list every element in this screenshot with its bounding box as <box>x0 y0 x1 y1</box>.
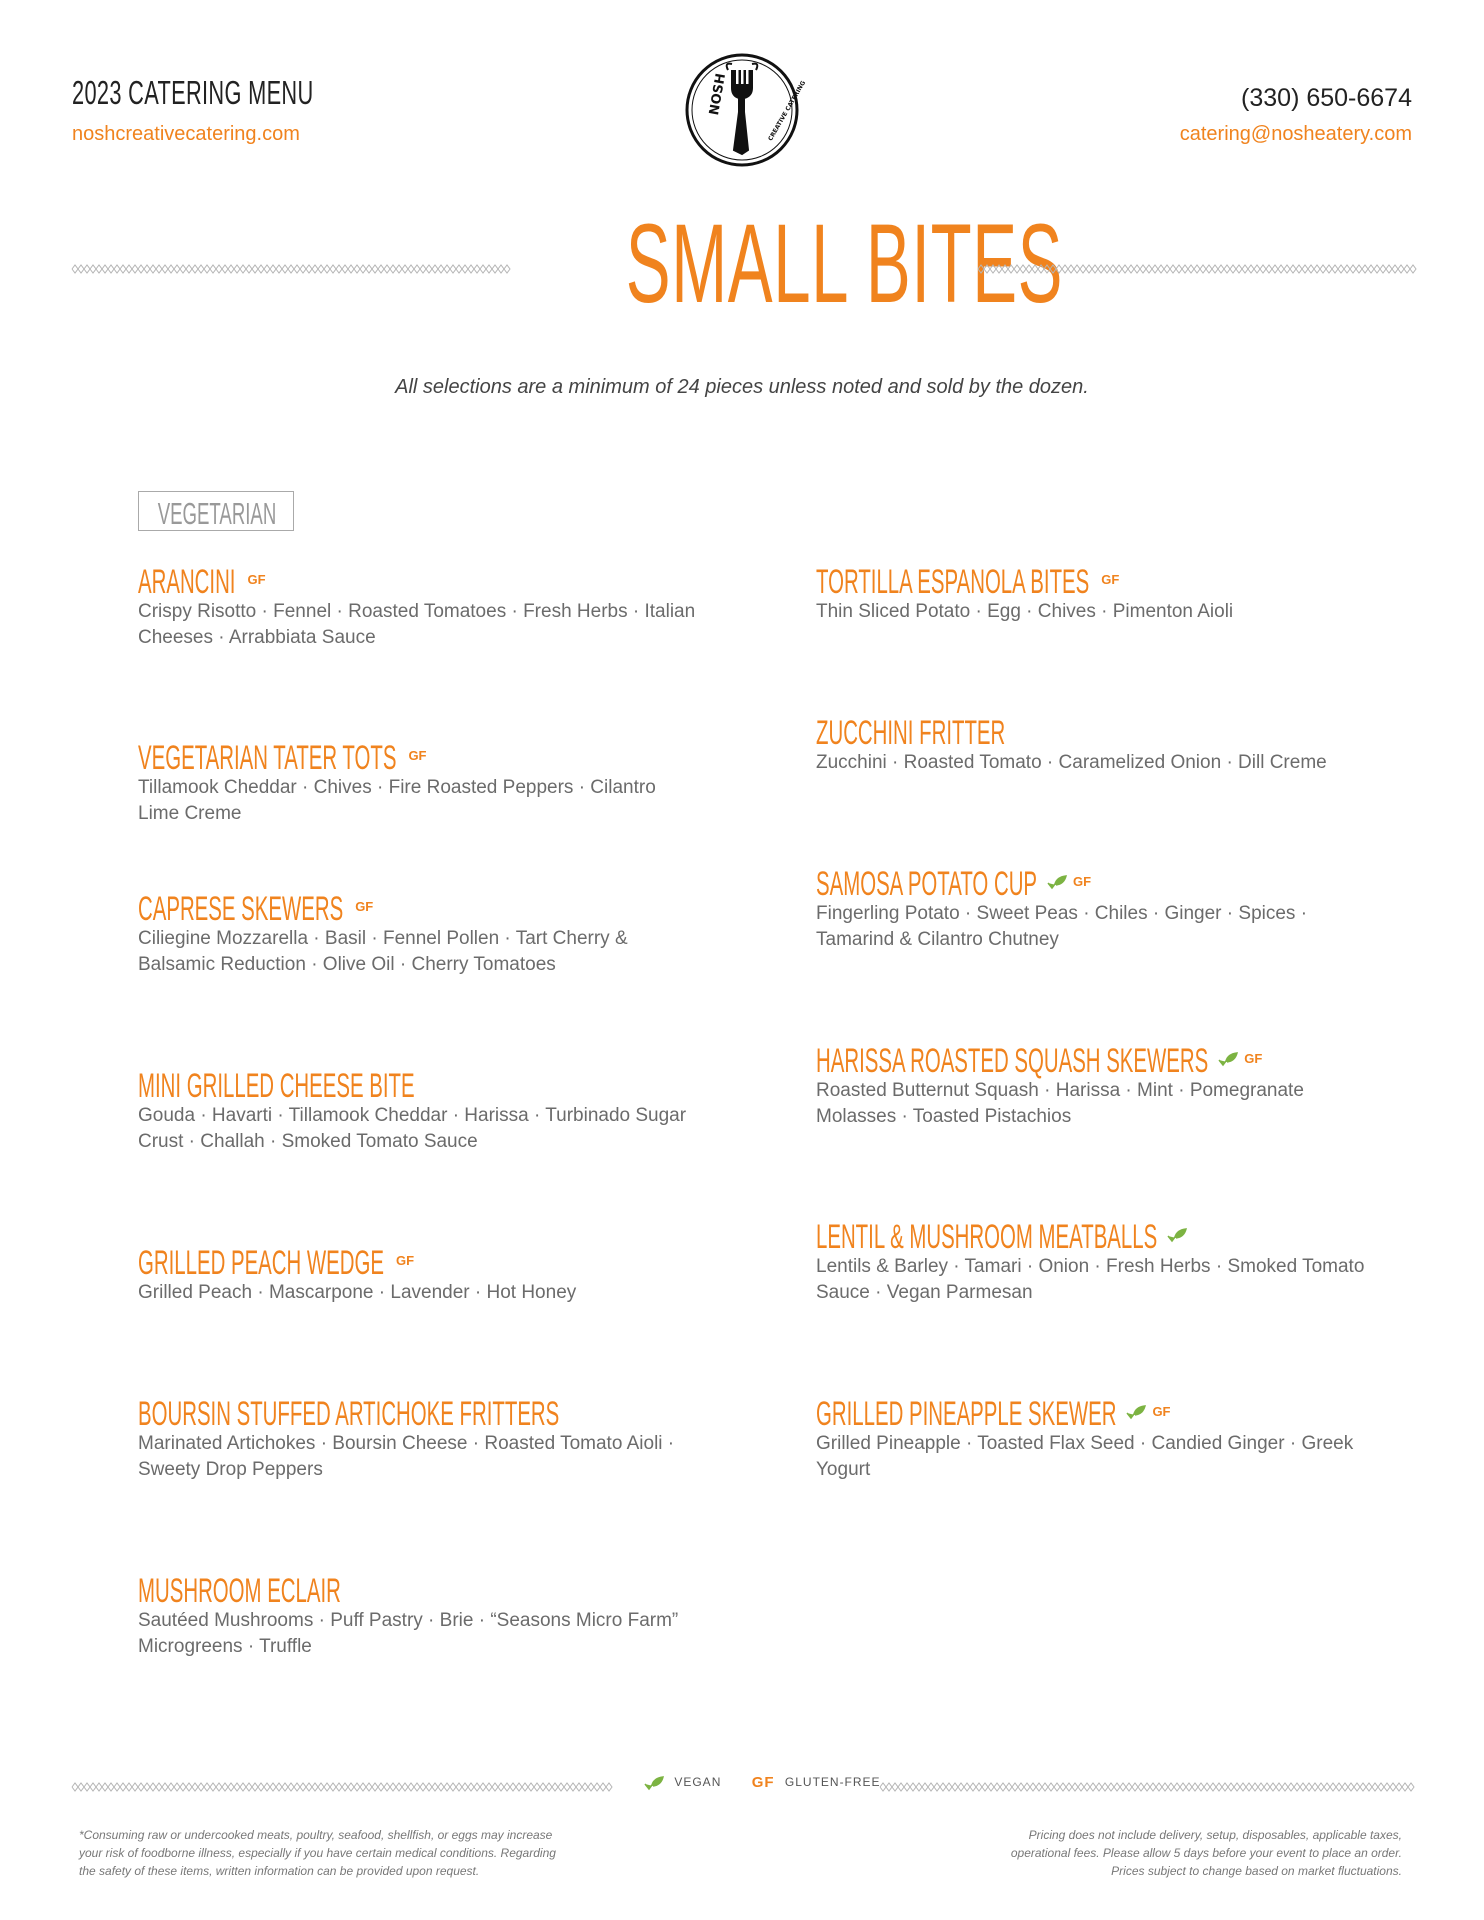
legend-vegan-label: VEGAN <box>674 1774 722 1789</box>
phone-number[interactable]: (330) 650-6674 <box>1241 84 1412 112</box>
page-title: SMALL BITES <box>625 201 1064 326</box>
gluten-free-badge: GF <box>1152 1404 1171 1420</box>
logo-subtext: CREATIVE CATERING <box>767 79 808 143</box>
item-description: Grilled Peach · Mascarpone · Lavender · Hot Honey <box>138 1282 577 1303</box>
website-link[interactable]: noshcreativecatering.com <box>72 123 300 145</box>
menu-item-grilled-peach-wedge <box>138 1245 698 1306</box>
item-description: Tillamook Cheddar · Chives · Fire Roasted Peppers · Cilantro Lime Creme <box>138 777 656 824</box>
item-description: Zucchini · Roasted Tomato · Caramelized Onion · Dill Creme <box>816 752 1327 773</box>
item-description: Roasted Butternut Squash · Harissa · Mint · Pomegranate Molasses · Toasted Pistachios <box>816 1080 1304 1127</box>
legend-gluten-free-label: GLUTEN-FREE <box>784 1774 881 1789</box>
disclaimer-line: the safety of these items, written information can be provided upon request. <box>79 1864 480 1878</box>
item-name: ZUCCHINI FRITTER <box>816 714 1006 752</box>
gluten-free-badge: GF <box>1244 1051 1263 1067</box>
menu-item-tortilla-espanola-bites <box>816 564 1376 625</box>
item-description: Crispy Risotto · Fennel · Roasted Tomatoes · Fresh Herbs · Italian Cheeses · Arrabbiata Sauce <box>138 601 696 648</box>
gluten-free-badge: GF <box>247 572 266 588</box>
zigzag-divider-right <box>978 264 1414 274</box>
menu-item-vegetarian-tater-tots <box>138 740 698 827</box>
item-name: SAMOSA POTATO CUP <box>816 865 1038 903</box>
item-name: BOURSIN STUFFED ARTICHOKE FRITTERS <box>138 1395 560 1433</box>
legend-gf-mark: GF <box>751 1774 775 1791</box>
category-label: VEGETARIAN <box>157 496 277 531</box>
zigzag-divider-footer-right <box>880 1782 1414 1792</box>
vegan-leaf-icon <box>1126 1405 1146 1419</box>
email-link[interactable]: catering@nosheatery.com <box>1179 123 1412 145</box>
item-name: CAPRESE SKEWERS <box>138 890 344 928</box>
item-description: Ciliegine Mozzarella · Basil · Fennel Pollen · Tart Cherry & Balsamic Reduction · Olive Oil · Cherry Tomatoes <box>138 928 628 975</box>
item-name: MINI GRILLED CHEESE BITE <box>138 1067 415 1105</box>
disclaimer-line: *Consuming raw or undercooked meats, poultry, seafood, shellfish, or eggs may increase <box>79 1828 553 1842</box>
legend <box>640 1774 881 1791</box>
vegan-leaf-icon <box>644 1776 664 1790</box>
category-badge <box>138 491 294 531</box>
item-name: LENTIL & MUSHROOM MEATBALLS <box>816 1218 1158 1256</box>
item-description: Sautéed Mushrooms · Puff Pastry · Brie · “Seasons Micro Farm” Microgreens · Truffle <box>138 1610 679 1657</box>
menu-item-mushroom-eclair <box>138 1573 698 1660</box>
item-name: HARISSA ROASTED SQUASH SKEWERS <box>816 1042 1209 1080</box>
item-description: Fingerling Potato · Sweet Peas · Chiles · Ginger · Spices · Tamarind & Cilantro Chutney <box>816 903 1308 950</box>
item-name: VEGETARIAN TATER TOTS <box>138 739 397 777</box>
item-name: ARANCINI <box>138 563 236 601</box>
logo-text: NOSH <box>707 72 730 117</box>
item-description: Marinated Artichokes · Boursin Cheese · Roasted Tomato Aioli · Sweety Drop Peppers <box>138 1433 675 1480</box>
menu-item-zucchini-fritter <box>816 715 1376 776</box>
menu-item-grilled-pineapple-skewer <box>816 1396 1376 1483</box>
item-description: Grilled Pineapple · Toasted Flax Seed · Candied Ginger · Greek Yogurt <box>816 1433 1354 1480</box>
item-name: MUSHROOM ECLAIR <box>138 1572 341 1610</box>
nosh-logo <box>684 52 808 168</box>
pricing-line: operational fees. Please allow 5 days before your event to place an order. <box>1010 1846 1402 1860</box>
gluten-free-badge: GF <box>408 748 427 764</box>
vegan-leaf-icon <box>1047 875 1067 889</box>
pricing-line: Prices subject to change based on market fluctuations. <box>1111 1864 1402 1878</box>
menu-item-mini-grilled-cheese-bite <box>138 1068 698 1155</box>
disclaimer-line: your risk of foodborne illness, especially if you have certain medical conditions. Regarding <box>79 1846 556 1860</box>
gluten-free-badge: GF <box>355 899 374 915</box>
menu-item-lentil-mushroom-meatballs <box>816 1219 1376 1306</box>
subtitle-note: All selections are a minimum of 24 pieces unless noted and sold by the dozen. <box>395 376 1089 398</box>
item-name: TORTILLA ESPANOLA BITES <box>816 563 1090 601</box>
item-name: GRILLED PINEAPPLE SKEWER <box>816 1395 1117 1433</box>
item-name: GRILLED PEACH WEDGE <box>138 1244 384 1282</box>
item-description: Thin Sliced Potato · Egg · Chives · Pimenton Aioli <box>816 601 1234 622</box>
zigzag-divider-left <box>72 264 508 274</box>
menu-item-samosa-potato-cup <box>816 866 1376 953</box>
gluten-free-badge: GF <box>1101 572 1120 588</box>
item-description: Lentils & Barley · Tamari · Onion · Fresh Herbs · Smoked Tomato Sauce · Vegan Parmesan <box>816 1256 1365 1303</box>
gluten-free-badge: GF <box>395 1253 415 1269</box>
menu-year-title: 2023 CATERING MENU <box>72 74 314 111</box>
gluten-free-badge: GF <box>1073 874 1092 890</box>
pricing-line: Pricing does not include delivery, setup, disposables, applicable taxes, <box>1028 1828 1402 1842</box>
item-description: Gouda · Havarti · Tillamook Cheddar · Harissa · Turbinado Sugar Crust · Challah · Smoked Tomato Sauce <box>138 1105 687 1152</box>
menu-item-arancini <box>138 564 698 651</box>
pricing-disclaimer <box>842 1826 1402 1880</box>
food-safety-disclaimer <box>79 1826 639 1880</box>
menu-item-caprese-skewers <box>138 891 698 978</box>
menu-item-harissa-roasted-squash-skewers <box>816 1043 1376 1130</box>
zigzag-divider-footer-left <box>72 1782 608 1792</box>
vegan-leaf-icon <box>1218 1052 1238 1066</box>
vegan-leaf-icon <box>1167 1228 1187 1242</box>
menu-item-boursin-stuffed-artichoke-fritters <box>138 1396 698 1483</box>
